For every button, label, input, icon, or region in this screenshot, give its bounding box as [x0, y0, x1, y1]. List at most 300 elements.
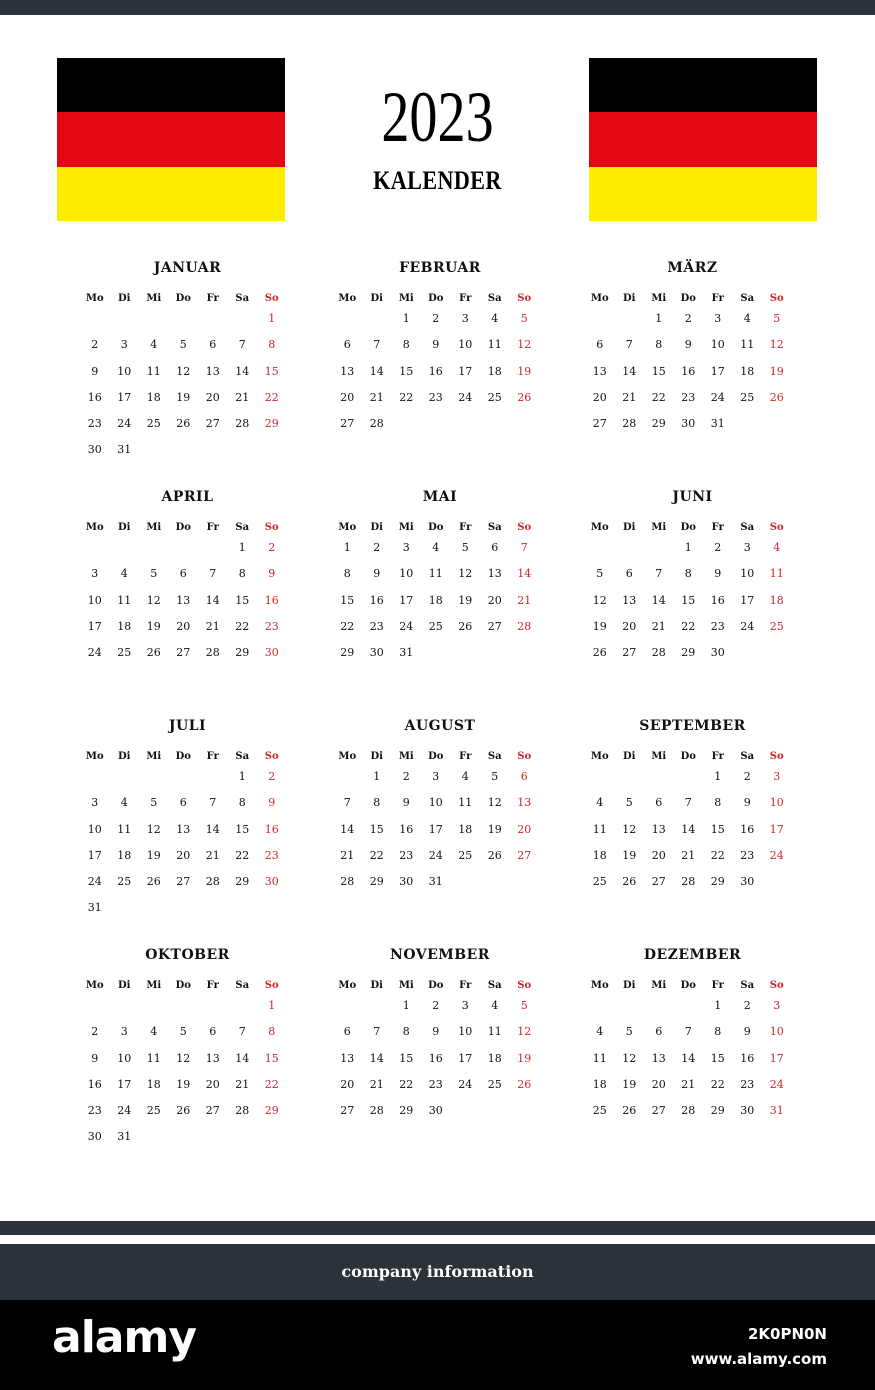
- flag-stripe-black: [57, 58, 285, 112]
- day-cell: 20: [592, 390, 607, 404]
- day-cell: 16: [740, 822, 755, 836]
- day-cell: 20: [205, 390, 220, 404]
- day-cell: 18: [487, 364, 502, 378]
- day-cell: 24: [458, 390, 473, 404]
- weekday-header: Sa: [487, 293, 502, 304]
- quarter-row: [80, 258, 800, 487]
- weekday-header: So: [769, 522, 784, 533]
- day-cell: 9: [402, 796, 410, 810]
- day-cell: 17: [87, 619, 102, 633]
- sunday-cell: 1: [268, 999, 276, 1012]
- weekday-header: Sa: [235, 293, 250, 304]
- weekday-header: So: [264, 751, 279, 762]
- day-cell: 30: [740, 875, 755, 889]
- day-cell: 28: [235, 1104, 250, 1118]
- day-cell: 3: [432, 770, 440, 783]
- day-cell: 25: [740, 390, 755, 404]
- day-cell: 18: [117, 619, 132, 633]
- day-grid: [585, 521, 800, 666]
- sunday-cell: 10: [769, 1025, 784, 1039]
- day-cell: 15: [235, 593, 250, 607]
- weekday-header: Sa: [740, 522, 755, 533]
- day-cell: 10: [117, 1051, 132, 1065]
- germany-flag-right: [589, 58, 817, 221]
- sunday-cell: 31: [769, 1104, 784, 1118]
- day-cell: 22: [651, 390, 666, 404]
- day-cell: 27: [622, 646, 637, 660]
- weekday-header: Fr: [206, 522, 219, 533]
- day-cell: 8: [402, 338, 410, 352]
- day-cell: 4: [150, 1025, 158, 1039]
- day-cell: 3: [743, 541, 751, 554]
- day-cell: 16: [87, 390, 102, 404]
- sunday-cell: 22: [264, 1077, 279, 1091]
- day-cell: 25: [146, 1104, 161, 1118]
- weekday-header: Fr: [206, 293, 219, 304]
- day-cell: 22: [399, 1077, 414, 1091]
- day-cell: 8: [402, 1025, 410, 1039]
- day-cell: 5: [625, 1025, 633, 1039]
- weekday-header: Mi: [146, 293, 162, 304]
- day-cell: 1: [402, 999, 410, 1012]
- day-cell: 11: [487, 338, 502, 352]
- day-cell: 9: [432, 338, 440, 352]
- day-grid: [585, 979, 800, 1124]
- day-grid: [333, 750, 548, 895]
- empty-cell: [169, 535, 199, 561]
- day-cell: 9: [91, 364, 99, 378]
- day-cell: 3: [91, 567, 99, 581]
- day-cell: 19: [176, 1077, 191, 1091]
- day-cell: 4: [596, 1025, 604, 1039]
- weekday-header: Di: [370, 751, 383, 762]
- day-cell: 11: [117, 822, 132, 836]
- day-cell: 10: [710, 338, 725, 352]
- day-cell: 11: [428, 567, 443, 581]
- day-cell: 24: [87, 875, 102, 889]
- month-block: [333, 258, 548, 487]
- empty-cell: [644, 764, 674, 790]
- day-cell: 25: [146, 417, 161, 431]
- weekday-header: Di: [623, 980, 636, 991]
- day-cell: 29: [681, 646, 696, 660]
- day-cell: 1: [238, 770, 246, 783]
- day-grid: [80, 521, 295, 666]
- day-cell: 28: [235, 417, 250, 431]
- weekday-header: Fr: [711, 980, 724, 991]
- month-name: MÄRZ: [667, 260, 718, 276]
- day-cell: 6: [625, 567, 633, 581]
- month-block: [80, 716, 295, 945]
- weekday-header: Fr: [459, 980, 472, 991]
- weekday-header: Mo: [338, 751, 357, 762]
- day-cell: 25: [117, 875, 132, 889]
- sunday-cell: 24: [769, 1077, 784, 1091]
- day-grid: [80, 979, 295, 1151]
- day-cell: 4: [743, 312, 751, 325]
- day-cell: 13: [622, 593, 637, 607]
- day-cell: 8: [238, 796, 246, 810]
- day-cell: 28: [205, 646, 220, 660]
- day-cell: 3: [461, 999, 469, 1012]
- day-cell: 6: [179, 567, 187, 581]
- day-cell: 2: [684, 312, 692, 325]
- weekday-header: Do: [428, 980, 444, 991]
- month-block: [585, 258, 800, 487]
- weekday-header: Mo: [590, 751, 609, 762]
- weekday-header: Di: [118, 980, 131, 991]
- weekday-header: Do: [175, 980, 191, 991]
- day-cell: 16: [681, 364, 696, 378]
- sunday-cell: 29: [264, 417, 279, 431]
- day-cell: 11: [592, 822, 607, 836]
- weekday-header: Mo: [85, 522, 104, 533]
- day-cell: 24: [117, 1104, 132, 1118]
- day-cell: 2: [373, 541, 381, 554]
- empty-cell: [615, 306, 645, 332]
- weekday-header: Di: [118, 751, 131, 762]
- weekday-header: Do: [175, 522, 191, 533]
- month-block: [333, 487, 548, 716]
- day-cell: 22: [710, 1077, 725, 1091]
- day-cell: 29: [710, 875, 725, 889]
- day-cell: 18: [146, 1077, 161, 1091]
- company-information: company information: [0, 1244, 875, 1300]
- day-cell: 22: [399, 390, 414, 404]
- day-cell: 11: [146, 364, 161, 378]
- day-cell: 15: [681, 593, 696, 607]
- watermark-bar: [0, 1300, 875, 1390]
- sunday-cell: 15: [264, 364, 279, 378]
- day-cell: 27: [340, 417, 355, 431]
- empty-cell: [169, 993, 199, 1019]
- sunday-cell: 9: [268, 567, 276, 581]
- day-cell: 12: [176, 364, 191, 378]
- day-cell: 10: [399, 567, 414, 581]
- day-cell: 15: [710, 1051, 725, 1065]
- day-cell: 28: [622, 417, 637, 431]
- day-cell: 30: [681, 417, 696, 431]
- day-cell: 12: [176, 1051, 191, 1065]
- day-cell: 30: [428, 1104, 443, 1118]
- day-cell: 14: [205, 593, 220, 607]
- empty-cell: [139, 535, 169, 561]
- day-cell: 29: [235, 646, 250, 660]
- day-cell: 26: [146, 875, 161, 889]
- day-cell: 8: [655, 338, 663, 352]
- day-cell: 27: [176, 875, 191, 889]
- day-cell: 3: [91, 796, 99, 810]
- day-cell: 23: [740, 1077, 755, 1091]
- day-cell: 13: [176, 593, 191, 607]
- weekday-header: Mo: [590, 293, 609, 304]
- day-cell: 13: [340, 1051, 355, 1065]
- empty-cell: [198, 535, 228, 561]
- sunday-cell: 1: [268, 312, 276, 325]
- day-cell: 22: [340, 619, 355, 633]
- image-id: 2K0PN0N: [747, 1325, 827, 1343]
- day-cell: 30: [399, 875, 414, 889]
- sunday-cell: 2: [268, 770, 276, 783]
- weekday-header: Sa: [740, 293, 755, 304]
- day-cell: 29: [399, 1104, 414, 1118]
- month-grid: [80, 258, 800, 1174]
- day-cell: 21: [369, 1077, 384, 1091]
- quarter-row: [80, 487, 800, 716]
- day-cell: 10: [740, 567, 755, 581]
- empty-cell: [585, 764, 615, 790]
- day-cell: 4: [120, 567, 128, 581]
- day-cell: 2: [743, 770, 751, 783]
- sunday-cell: 17: [769, 1051, 784, 1065]
- day-cell: 15: [369, 822, 384, 836]
- sunday-cell: 19: [517, 364, 532, 378]
- day-cell: 3: [120, 338, 128, 352]
- day-cell: 31: [428, 875, 443, 889]
- weekday-header: Fr: [459, 293, 472, 304]
- empty-cell: [644, 535, 674, 561]
- flag-stripe-gold: [57, 167, 285, 221]
- weekday-header: Fr: [711, 751, 724, 762]
- sunday-cell: 27: [517, 848, 532, 862]
- day-cell: 17: [710, 364, 725, 378]
- day-cell: 20: [487, 593, 502, 607]
- day-cell: 25: [592, 1104, 607, 1118]
- top-bar: [0, 0, 875, 15]
- day-cell: 1: [714, 770, 722, 783]
- day-cell: 17: [458, 364, 473, 378]
- day-cell: 11: [740, 338, 755, 352]
- day-cell: 9: [373, 567, 381, 581]
- empty-cell: [110, 306, 140, 332]
- weekday-header: Sa: [487, 751, 502, 762]
- day-cell: 23: [87, 417, 102, 431]
- day-cell: 24: [117, 417, 132, 431]
- empty-cell: [139, 306, 169, 332]
- empty-cell: [110, 764, 140, 790]
- empty-cell: [228, 306, 258, 332]
- day-cell: 6: [655, 1025, 663, 1039]
- day-grid: [585, 750, 800, 895]
- day-cell: 10: [87, 593, 102, 607]
- empty-cell: [674, 764, 704, 790]
- empty-cell: [333, 764, 363, 790]
- day-cell: 8: [238, 567, 246, 581]
- day-cell: 7: [684, 1025, 692, 1039]
- month-name: JUNI: [672, 489, 713, 505]
- day-cell: 16: [428, 364, 443, 378]
- day-grid: [80, 750, 295, 922]
- day-cell: 23: [428, 1077, 443, 1091]
- weekday-header: Mo: [85, 293, 104, 304]
- day-cell: 24: [87, 646, 102, 660]
- sunday-cell: 24: [769, 848, 784, 862]
- weekday-header: Fr: [206, 751, 219, 762]
- watermark-id: [691, 1322, 827, 1372]
- sunday-cell: 13: [517, 796, 532, 810]
- flag-stripe-black: [589, 58, 817, 112]
- month-name: FEBRUAR: [399, 260, 481, 276]
- day-cell: 10: [87, 822, 102, 836]
- calendar-subtitle: KALENDER: [373, 166, 502, 195]
- empty-cell: [333, 306, 363, 332]
- day-cell: 14: [340, 822, 355, 836]
- quarter-row: [80, 716, 800, 945]
- day-cell: 19: [622, 1077, 637, 1091]
- day-cell: 15: [399, 364, 414, 378]
- day-grid: [585, 292, 800, 437]
- day-cell: 9: [743, 1025, 751, 1039]
- month-block: [80, 487, 295, 716]
- day-cell: 20: [651, 848, 666, 862]
- day-cell: 9: [684, 338, 692, 352]
- weekday-header: Do: [175, 293, 191, 304]
- day-cell: 25: [487, 390, 502, 404]
- day-cell: 19: [458, 593, 473, 607]
- day-cell: 5: [491, 770, 499, 783]
- day-cell: 3: [402, 541, 410, 554]
- day-cell: 13: [651, 822, 666, 836]
- weekday-header: So: [264, 522, 279, 533]
- day-cell: 14: [369, 364, 384, 378]
- day-cell: 8: [343, 567, 351, 581]
- day-cell: 20: [340, 390, 355, 404]
- sunday-cell: 5: [773, 312, 781, 325]
- empty-cell: [362, 306, 392, 332]
- sunday-cell: 6: [520, 770, 528, 783]
- day-cell: 21: [681, 1077, 696, 1091]
- day-cell: 9: [743, 796, 751, 810]
- day-cell: 20: [651, 1077, 666, 1091]
- sunday-cell: 23: [264, 619, 279, 633]
- weekday-header: Sa: [235, 522, 250, 533]
- day-cell: 23: [681, 390, 696, 404]
- sunday-cell: 18: [769, 593, 784, 607]
- day-cell: 14: [235, 364, 250, 378]
- empty-cell: [139, 764, 169, 790]
- day-cell: 19: [622, 848, 637, 862]
- day-cell: 1: [373, 770, 381, 783]
- weekday-header: Fr: [206, 980, 219, 991]
- sunday-cell: 19: [517, 1051, 532, 1065]
- day-cell: 26: [176, 1104, 191, 1118]
- day-cell: 22: [369, 848, 384, 862]
- sunday-cell: 11: [769, 567, 784, 581]
- weekday-header: Di: [623, 751, 636, 762]
- day-cell: 5: [179, 1025, 187, 1039]
- sunday-cell: 17: [769, 822, 784, 836]
- sunday-cell: 12: [517, 1025, 532, 1039]
- day-cell: 14: [681, 822, 696, 836]
- sunday-cell: 28: [517, 619, 532, 633]
- day-cell: 18: [740, 364, 755, 378]
- day-cell: 8: [714, 796, 722, 810]
- month-name: SEPTEMBER: [639, 718, 746, 734]
- day-cell: 26: [592, 646, 607, 660]
- day-grid: [80, 292, 295, 464]
- weekday-header: Do: [175, 751, 191, 762]
- day-cell: 10: [117, 364, 132, 378]
- day-cell: 14: [369, 1051, 384, 1065]
- day-cell: 30: [87, 1130, 102, 1144]
- day-cell: 31: [117, 443, 132, 457]
- day-cell: 13: [205, 1051, 220, 1065]
- month-name: DEZEMBER: [643, 947, 742, 963]
- sunday-cell: 30: [264, 646, 279, 660]
- day-cell: 15: [235, 822, 250, 836]
- day-cell: 5: [596, 567, 604, 581]
- day-cell: 21: [205, 848, 220, 862]
- day-cell: 14: [622, 364, 637, 378]
- day-cell: 12: [146, 593, 161, 607]
- day-cell: 12: [458, 567, 473, 581]
- day-cell: 29: [340, 646, 355, 660]
- day-cell: 31: [117, 1130, 132, 1144]
- day-cell: 26: [487, 848, 502, 862]
- day-cell: 7: [343, 796, 351, 810]
- day-cell: 13: [340, 364, 355, 378]
- day-cell: 21: [235, 1077, 250, 1091]
- month-block: [80, 945, 295, 1174]
- day-cell: 3: [461, 312, 469, 325]
- day-cell: 26: [622, 1104, 637, 1118]
- empty-cell: [333, 993, 363, 1019]
- weekday-header: Mo: [590, 980, 609, 991]
- weekday-header: Sa: [740, 980, 755, 991]
- day-cell: 8: [714, 1025, 722, 1039]
- day-cell: 18: [592, 1077, 607, 1091]
- day-cell: 13: [592, 364, 607, 378]
- weekday-header: Mi: [398, 522, 414, 533]
- sunday-cell: 25: [769, 619, 784, 633]
- weekday-header: Fr: [459, 522, 472, 533]
- weekday-header: Mi: [398, 751, 414, 762]
- day-cell: 28: [681, 1104, 696, 1118]
- sunday-cell: 15: [264, 1051, 279, 1065]
- day-cell: 12: [592, 593, 607, 607]
- day-cell: 2: [743, 999, 751, 1012]
- empty-cell: [615, 535, 645, 561]
- weekday-header: Mi: [146, 751, 162, 762]
- day-cell: 4: [432, 541, 440, 554]
- day-cell: 16: [428, 1051, 443, 1065]
- day-cell: 27: [651, 1104, 666, 1118]
- day-cell: 25: [117, 646, 132, 660]
- flag-stripe-red: [589, 112, 817, 166]
- empty-cell: [80, 535, 110, 561]
- day-cell: 4: [120, 796, 128, 810]
- weekday-header: Di: [118, 522, 131, 533]
- day-cell: 31: [87, 901, 102, 915]
- day-cell: 30: [369, 646, 384, 660]
- day-cell: 7: [238, 338, 246, 352]
- sunday-cell: 14: [517, 567, 532, 581]
- day-cell: 24: [740, 619, 755, 633]
- day-cell: 16: [399, 822, 414, 836]
- day-cell: 7: [373, 338, 381, 352]
- day-cell: 12: [622, 822, 637, 836]
- day-cell: 30: [710, 646, 725, 660]
- weekday-header: Do: [680, 751, 696, 762]
- empty-cell: [644, 993, 674, 1019]
- day-cell: 6: [209, 338, 217, 352]
- day-cell: 23: [87, 1104, 102, 1118]
- weekday-header: Mi: [651, 980, 667, 991]
- empty-cell: [110, 993, 140, 1019]
- sunday-cell: 9: [268, 796, 276, 810]
- sunday-cell: 19: [769, 364, 784, 378]
- weekday-header: Do: [680, 293, 696, 304]
